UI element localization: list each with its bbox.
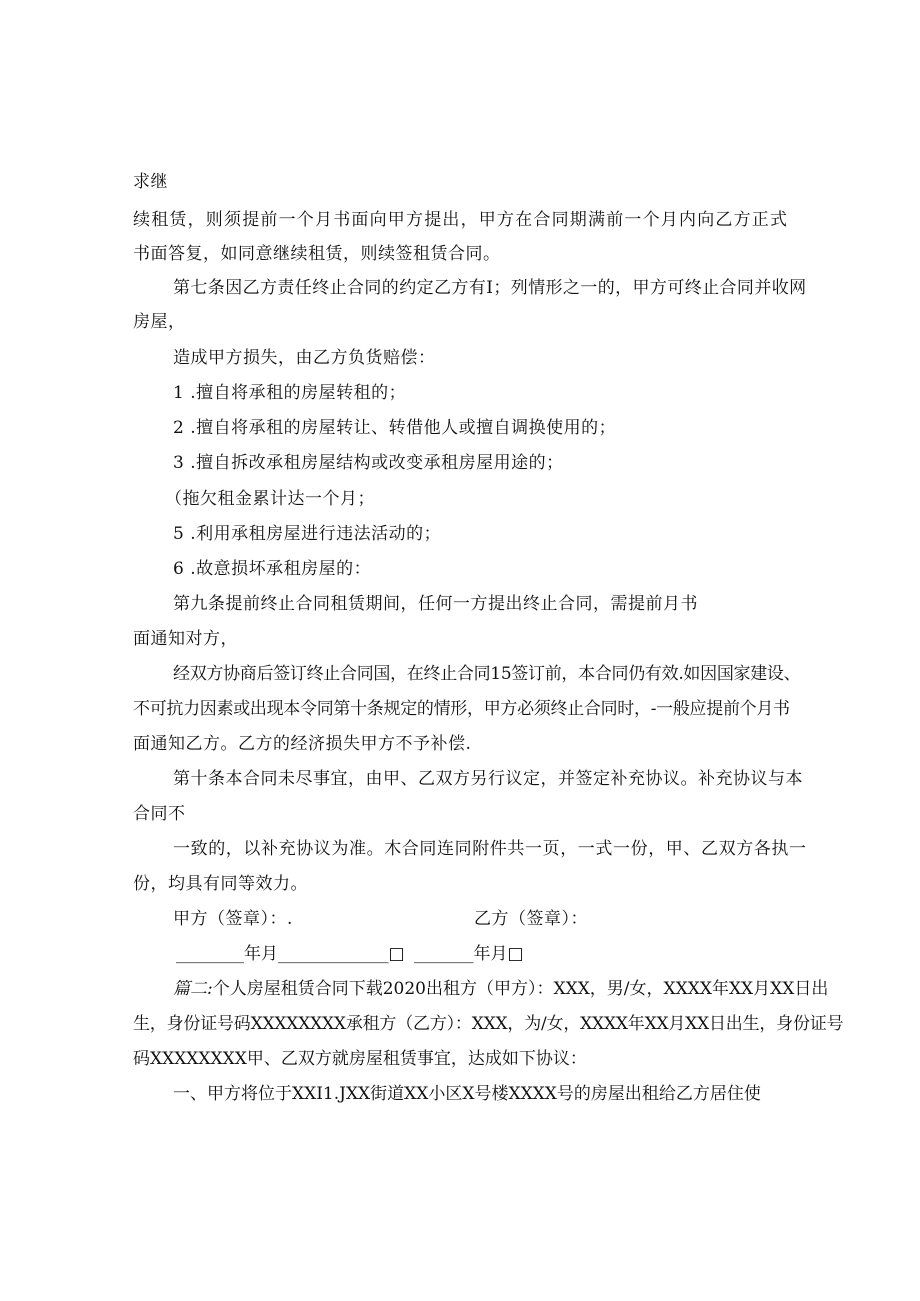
date-right: _______年月□ — [414, 944, 524, 964]
text-line: 房屋， — [133, 312, 186, 332]
part-two-line: 码XXXXXXXX甲、乙双方就房屋租赁事宜，达成如下协议： — [133, 1049, 587, 1069]
text-line: 书面答复，如同意继续租赁，则续签租赁合同。 — [133, 244, 501, 264]
text-line: 不可抗力因素或出现本令同第十条规定的情形，甲方必须终止合同时，-一般应提前个月书 — [133, 699, 790, 719]
list-item: 5 .利用承租房屋进行违法活动的； — [173, 524, 442, 544]
list-item: 6 .故意损坏承租房屋的： — [173, 559, 372, 579]
part-two-line: 一、甲方将位于XXI1.JXX街道XX小区X号楼XXXX号的房屋出租给乙方居住使 — [173, 1084, 761, 1104]
text-line: 一致的，以补充协议为准。木合同连同附件共一页，一式一份，甲、乙双方各执一 — [173, 839, 807, 859]
list-item: （拖欠租金累计达一个月； — [165, 489, 375, 509]
text-line: 求继 — [133, 172, 168, 192]
text-line: 面通知对方， — [133, 629, 238, 649]
list-item: 2 .擅自将承租的房屋转让、转借他人或擅自调换使用的； — [173, 418, 617, 438]
part-two-heading-line — [173, 977, 828, 1001]
text-line: 经双方协商后签订终止合同国，在终止合同15签订前，本合同仍有效.如因国家建设、 — [173, 664, 801, 684]
date-left: ________年月_____________□ — [176, 944, 405, 964]
text-line: 面通知乙方。乙方的经济损失甲方不予补偿. — [133, 734, 472, 754]
text-line: 第九条提前终止合同租赁期间，任何一方提出终止合同，需提前月书 — [173, 594, 698, 614]
text-line: 造成甲方损失，由乙方负货赔偿： — [173, 348, 436, 368]
party-a-signature: 甲方（签章）：. — [173, 909, 293, 929]
list-item: 3 .擅自拆改承租房屋结构或改变承租房屋用途的； — [173, 453, 564, 473]
party-b-signature: 乙方（签章）： — [474, 909, 588, 929]
text-line: 份，均具有同等效力。 — [133, 874, 308, 894]
text-line: 合同不 — [133, 804, 186, 824]
list-item: 1 .擅自将承租的房屋转租的； — [173, 383, 407, 403]
text-line: 第七条因乙方责任终止合同的约定乙方有I；列情形之一的，甲方可终止合同并收网 — [173, 278, 807, 298]
text-line: 续租赁，则须提前一个月书面向甲方提出，甲方在合同期满前一个月内向乙方正式 — [133, 210, 789, 230]
part-two-line: 生，身份证号码XXXXXXXX承租方（乙方）：XXX，为/女，XXXX年XX月XX日出生，身份证号 — [133, 1014, 844, 1034]
part-two-label: 篇二: — [173, 979, 213, 999]
text-line: 第十条本合同未尽事宜，由甲、乙双方另行议定，并签定补充协议。补充协议与本 — [173, 769, 803, 789]
part-two-line: 个人房屋租赁合同下载2020出租方（甲方）：XXX，男/女，XXXX年XX月XX日出 — [212, 979, 829, 999]
